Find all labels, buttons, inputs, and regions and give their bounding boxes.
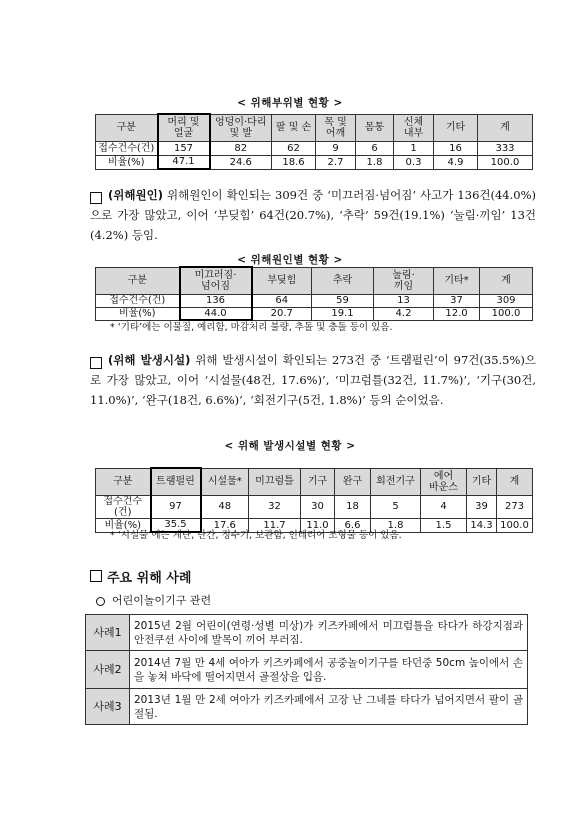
table-cell: 100.0 [497, 518, 533, 532]
header-cell: 구분 [96, 267, 180, 294]
header-cell: 완구 [335, 468, 371, 495]
table-cell: 333 [478, 141, 533, 155]
table1-caption: < 위해부위별 현황 > [237, 97, 343, 109]
table-row [86, 615, 528, 651]
table-cell: 30 [301, 495, 335, 518]
facility-paragraph-text: 위해 발생시설이 확인되는 273건 중 ‘트램펄린’이 97건(35.5%)으로 가장 많았고, 이어 ‘시설물(48건, 17.6%)’, ‘미끄럼틀(32건, 11.7%)’, ‘기구(30건, 11.0%)’, ‘완구(18건, 6.6%)’, ‘회전기구(5건, 1.8%)’ 등의 순이었음. [90, 353, 537, 407]
table-row [86, 689, 528, 725]
header-cell: 기구 [301, 468, 335, 495]
case-label: 사례2 [86, 651, 130, 689]
table2-footnote: * ‘기타’에는 이물질, 예리함, 마감처리 불량, 추돌 및 충돌 등이 있음. [110, 322, 393, 333]
table-cell: 18 [335, 495, 371, 518]
table-cell: 14.3 [467, 518, 497, 532]
cause-paragraph-heading: (위해원인) [108, 188, 163, 202]
table-cell: 64 [252, 294, 312, 307]
table-cell: 32 [249, 495, 301, 518]
facility-paragraph [90, 350, 536, 410]
case-text: 2014년 7월 만 4세 여아가 키즈카페에서 공중놀이기구를 타던중 50cm 높이에서 손을 놓쳐 바닥에 떨어지면서 골절상을 입음. [130, 651, 528, 689]
table-cell: 1.8 [371, 518, 421, 532]
table-cell: 6.6 [335, 518, 371, 532]
table-cell: 136 [180, 294, 252, 307]
header-cell: 계 [480, 267, 533, 294]
section-subtitle: 어린이놀이기구 관련 [112, 594, 212, 607]
table-cell: 48 [201, 495, 249, 518]
header-cell: 기타 [467, 468, 497, 495]
header-cell: 눌림· 끼임 [374, 267, 434, 294]
facility-paragraph-heading: (위해 발생시설) [108, 353, 191, 367]
table-cell: 100.0 [480, 307, 533, 320]
case-text: 2013년 1월 만 2세 여아가 키즈카페에서 고장 난 그네를 타다가 넘어지면서 팔이 골절됨. [130, 689, 528, 725]
table-cell: 5 [371, 495, 421, 518]
header-cell: 추락 [312, 267, 374, 294]
table-cell: 1.5 [421, 518, 467, 532]
table-cell: 19.1 [312, 307, 374, 320]
table-cell: 24.6 [210, 155, 272, 169]
header-cell-highlight: 머리 및 얼굴 [158, 114, 210, 141]
header-cell: 계 [497, 468, 533, 495]
header-cell: 엉덩이·다리 및 발 [210, 114, 272, 141]
table3-footnote: * ‘시설물’에는 계단, 난간, 정수기, 보관함, 인테리어 조형물 등이 있음. [110, 530, 402, 541]
table-cell: 59 [312, 294, 374, 307]
table-cell: 4.2 [374, 307, 434, 320]
header-cell: 팔 및 손 [272, 114, 316, 141]
header-cell: 부딪힘 [252, 267, 312, 294]
header-cell: 기타* [434, 267, 480, 294]
table-cell: 6 [356, 141, 394, 155]
case-table [85, 614, 528, 725]
table-cell: 47.1 [158, 155, 210, 169]
case-label: 사례3 [86, 689, 130, 725]
table-cell: 17.6 [201, 518, 249, 532]
table-cell: 16 [434, 141, 478, 155]
table-cell: 309 [480, 294, 533, 307]
case-label: 사례1 [86, 615, 130, 651]
circle-bullet-icon [96, 597, 105, 606]
table-cell: 12.0 [434, 307, 480, 320]
body-part-table [95, 113, 533, 170]
table3-caption: < 위해 발생시설별 현황 > [224, 440, 356, 452]
table-cell: 35.5 [151, 518, 201, 532]
table-cell: 39 [467, 495, 497, 518]
row-label: 접수건수(건) [96, 495, 151, 518]
section-title: 주요 위해 사례 [107, 571, 192, 586]
table-cell: 2.7 [316, 155, 356, 169]
table-cell: 82 [210, 141, 272, 155]
header-cell: 미끄럼틀 [249, 468, 301, 495]
cause-table [95, 266, 533, 321]
table-cell: 13 [374, 294, 434, 307]
header-cell-highlight: 미끄러짐· 넘어짐 [180, 267, 252, 294]
table-row [86, 651, 528, 689]
table-cell: 4 [421, 495, 467, 518]
case-text: 2015년 2월 어린이(연령·성별 미상)가 키즈카페에서 미끄럼틀을 타다가 하강지점과 안전쿠션 사이에 발목이 끼어 부러짐. [130, 615, 528, 651]
table-cell: 273 [497, 495, 533, 518]
header-cell: 회전기구 [371, 468, 421, 495]
header-cell: 몸통 [356, 114, 394, 141]
table-cell: 1 [394, 141, 434, 155]
row-label: 접수건수(건) [96, 141, 158, 155]
table-cell: 18.6 [272, 155, 316, 169]
table-cell: 20.7 [252, 307, 312, 320]
table-cell: 9 [316, 141, 356, 155]
header-cell: 구분 [96, 114, 158, 141]
cause-paragraph [90, 185, 536, 245]
row-label: 접수건수(건) [96, 294, 180, 307]
table-cell: 157 [158, 141, 210, 155]
table-cell: 97 [151, 495, 201, 518]
table-cell: 4.9 [434, 155, 478, 169]
facility-table [95, 467, 533, 533]
row-label: 비율(%) [96, 155, 158, 169]
header-cell: 구분 [96, 468, 151, 495]
table-cell: 44.0 [180, 307, 252, 320]
header-cell: 시설물* [201, 468, 249, 495]
row-label: 비율(%) [96, 307, 180, 320]
table-cell: 1.8 [356, 155, 394, 169]
header-cell: 에어 바운스 [421, 468, 467, 495]
table-cell: 0.3 [394, 155, 434, 169]
row-label: 비율(%) [96, 518, 151, 532]
checkbox-bullet-icon [90, 570, 102, 582]
table-cell: 11.0 [301, 518, 335, 532]
header-cell: 계 [478, 114, 533, 141]
table-cell: 100.0 [478, 155, 533, 169]
table-cell: 62 [272, 141, 316, 155]
header-cell-highlight: 트램펄린 [151, 468, 201, 495]
table2-caption: < 위해원인별 현황 > [237, 254, 343, 266]
table-cell: 37 [434, 294, 480, 307]
table-cell: 11.7 [249, 518, 301, 532]
header-cell: 기타 [434, 114, 478, 141]
cause-paragraph-text: 위해원인이 확인되는 309건 중 ‘미끄러짐·넘어짐’ 사고가 136건(44.0%)으로 가장 많았고, 이어 ‘부딪힘’ 64건(20.7%), ‘추락’ 59건(19.1%) ‘눌림·끼임’ 13건(4.2%) 등임. [90, 188, 536, 242]
header-cell: 신체 내부 [394, 114, 434, 141]
header-cell: 목 및 어깨 [316, 114, 356, 141]
